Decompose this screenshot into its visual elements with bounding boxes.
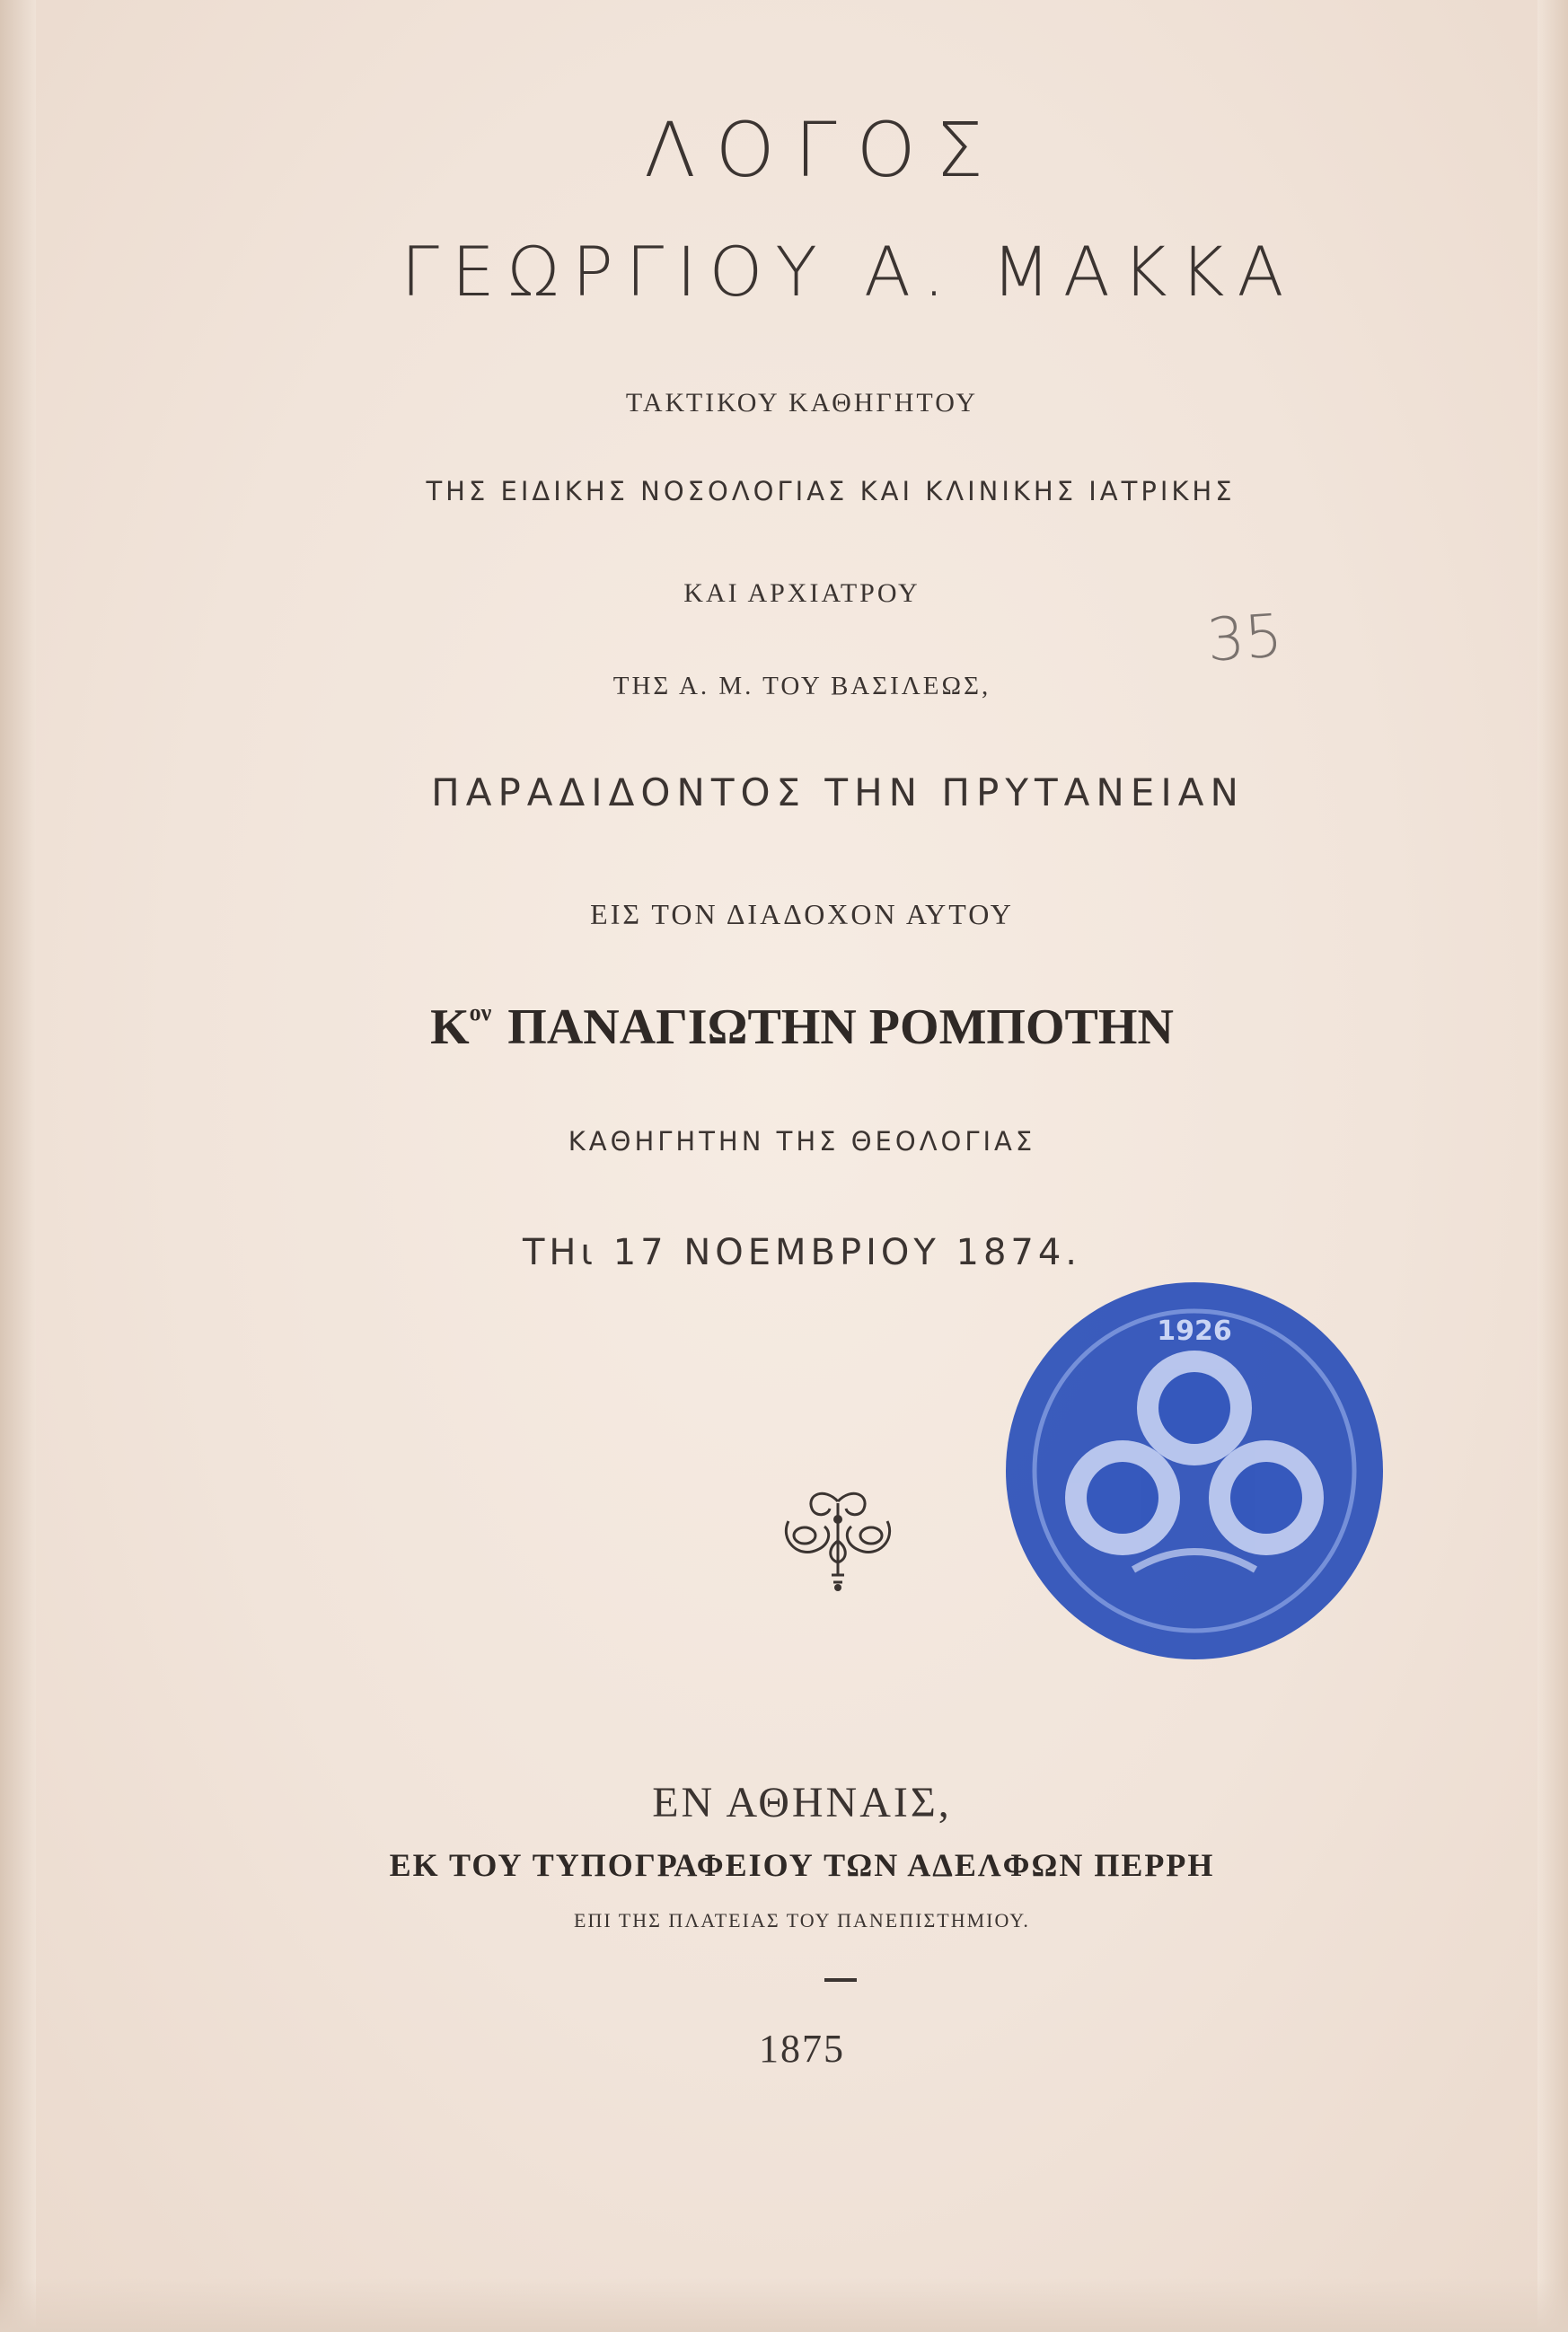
- honorific-base: Κ: [430, 999, 470, 1055]
- credentials-line-3: ΚΑΙ ΑΡΧΙΑΤΡΟΥ: [683, 578, 921, 608]
- imprint-year: 1875: [759, 2027, 845, 2071]
- imprint-printer: ΕΚ ΤΟΥ ΤΥΠΟΓΡΑΦΕΙΟΥ ΤΩΝ ΑΔΕΛΦΩΝ ΠΕΡΡΗ: [389, 1847, 1215, 1883]
- divider-dash: [824, 1978, 857, 1982]
- successor-line: [0, 999, 1568, 1056]
- imprint-address: ΕΠΙ ΤΗΣ ΠΛΑΤΕΙΑΣ ΤΟΥ ΠΑΝΕΠΙΣΤΗΜΙΟΥ.: [574, 1909, 1030, 1932]
- successor-title: ΚΑΘΗΓΗΤΗΝ ΤΗΣ ΘΕΟΛΟΓΙΑΣ: [568, 1126, 1036, 1157]
- imprint-city: ΕΝ ΑΘΗΝΑΙΣ,: [652, 1779, 952, 1826]
- handwritten-note: 35: [1204, 601, 1285, 675]
- credentials-line-4: ΤΗΣ Α. Μ. ΤΟΥ ΒΑΣΙΛΕΩΣ,: [612, 672, 991, 700]
- occasion-line-2: ΕΙΣ ΤΟΝ ΔΙΑΔΟΧΟΝ ΑΥΤΟΥ: [590, 898, 1014, 930]
- credentials-line-2: ΤΗΣ ΕΙΔΙΚΗΣ ΝΟΣΟΛΟΓΙΑΣ ΚΑΙ ΚΛΙΝΙΚΗΣ ΙΑΤΡΙΚΗΣ: [426, 476, 1236, 506]
- successor-name: ΠΑΝΑΓΙΩΤΗΝ ΡΟΜΠΟΤΗΝ: [507, 999, 1174, 1055]
- honorific-sup: ον: [469, 999, 492, 1025]
- library-stamp-icon: [999, 1273, 1390, 1668]
- speech-date: ΤΗι 17 ΝΟΕΜΒΡΙΟΥ 1874.: [522, 1232, 1082, 1273]
- page-edge-bottom: [0, 2278, 1568, 2332]
- stamp-number: 1926: [1157, 1316, 1232, 1347]
- title-line-2: ΓΕΩΡΓΙΟΥ Α. ΜΑΚΚΑ: [401, 232, 1297, 312]
- credentials-line-1: ΤΑΚΤΙΚΟΥ ΚΑΘΗΓΗΤΟΥ: [625, 388, 979, 418]
- occasion-line-1: ΠΑΡΑΔΙΔΟΝΤΟΣ ΤΗΝ ΠΡΥΤΑΝΕΙΑΝ: [431, 770, 1245, 814]
- page-edge-left: [0, 0, 36, 2332]
- floral-ornament-icon: [771, 1485, 905, 1593]
- page-edge-right: [1537, 0, 1568, 2332]
- title-line-1: ΛΟΓΟΣ: [644, 106, 1003, 194]
- honorific: [430, 999, 507, 1055]
